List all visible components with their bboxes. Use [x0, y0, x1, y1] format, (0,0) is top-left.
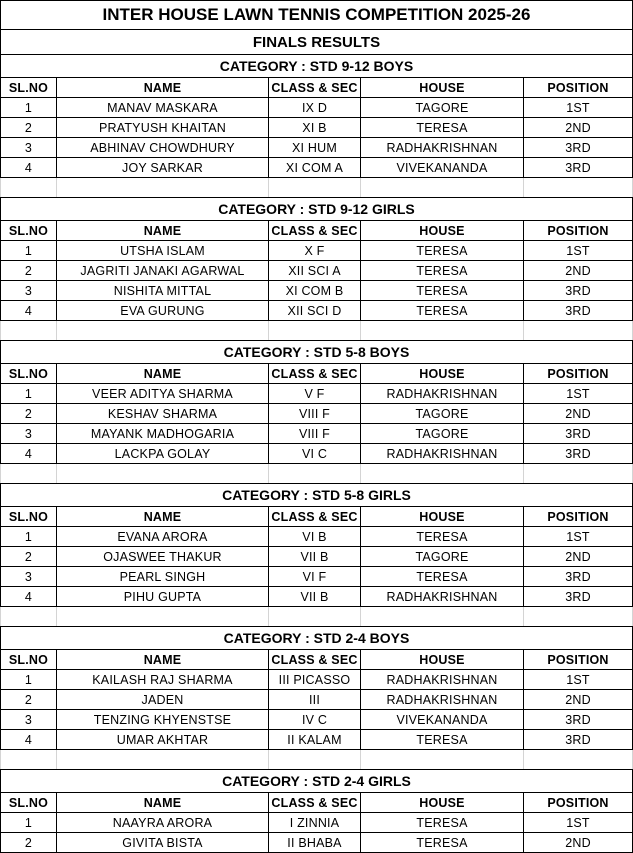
column-header-position: POSITION	[524, 78, 633, 97]
category-heading: CATEGORY : STD 2-4 BOYS	[0, 627, 633, 650]
cell-class-sec: IV C	[269, 710, 361, 729]
cell-position: 3RD	[524, 587, 633, 606]
cell-class-sec: VI C	[269, 444, 361, 463]
cell-house: TERESA	[361, 527, 524, 546]
cell-position: 2ND	[524, 261, 633, 280]
cell-house: RADHAKRISHNAN	[361, 384, 524, 403]
cell-slno: 2	[0, 261, 57, 280]
empty-cell	[524, 321, 633, 340]
column-header-slno: SL.NO	[0, 650, 57, 669]
cell-house: TERESA	[361, 833, 524, 852]
cell-slno: 2	[0, 833, 57, 852]
cell-slno: 3	[0, 424, 57, 443]
cell-house: TERESA	[361, 567, 524, 586]
cell-house: RADHAKRISHNAN	[361, 587, 524, 606]
cell-slno: 4	[0, 301, 57, 320]
cell-class-sec: III	[269, 690, 361, 709]
column-header-class-sec: CLASS & SEC	[269, 364, 361, 383]
column-header-slno: SL.NO	[0, 78, 57, 97]
cell-name: KAILASH RAJ SHARMA	[57, 670, 269, 689]
table-row	[0, 404, 633, 424]
category-heading: CATEGORY : STD 2-4 GIRLS	[0, 770, 633, 793]
empty-cell	[361, 607, 524, 626]
table-row	[0, 241, 633, 261]
empty-cell	[361, 464, 524, 483]
column-header-slno: SL.NO	[0, 221, 57, 240]
cell-name: LACKPA GOLAY	[57, 444, 269, 463]
cell-house: TERESA	[361, 301, 524, 320]
empty-cell	[361, 321, 524, 340]
empty-cell	[57, 607, 269, 626]
cell-name: OJASWEE THAKUR	[57, 547, 269, 566]
cell-name: UTSHA ISLAM	[57, 241, 269, 260]
cell-class-sec: XII SCI A	[269, 261, 361, 280]
column-header-class-sec: CLASS & SEC	[269, 650, 361, 669]
cell-house: RADHAKRISHNAN	[361, 670, 524, 689]
cell-slno: 1	[0, 670, 57, 689]
empty-cell	[524, 607, 633, 626]
cell-house: TERESA	[361, 813, 524, 832]
cell-house: VIVEKANANDA	[361, 710, 524, 729]
cell-position: 3RD	[524, 730, 633, 749]
cell-name: NISHITA MITTAL	[57, 281, 269, 300]
spacer-row	[0, 178, 633, 198]
category-heading: CATEGORY : STD 5-8 BOYS	[0, 341, 633, 364]
table-header-row	[0, 221, 633, 241]
category-section	[0, 198, 633, 341]
column-header-class-sec: CLASS & SEC	[269, 507, 361, 526]
cell-class-sec: VI F	[269, 567, 361, 586]
column-header-class-sec: CLASS & SEC	[269, 793, 361, 812]
column-header-name: NAME	[57, 78, 269, 97]
cell-name: EVA GURUNG	[57, 301, 269, 320]
table-header-row	[0, 507, 633, 527]
column-header-position: POSITION	[524, 221, 633, 240]
empty-cell	[269, 750, 361, 769]
spacer-row	[0, 607, 633, 627]
cell-house: TERESA	[361, 241, 524, 260]
column-header-name: NAME	[57, 221, 269, 240]
cell-house: TERESA	[361, 730, 524, 749]
column-header-class-sec: CLASS & SEC	[269, 221, 361, 240]
cell-position: 1ST	[524, 813, 633, 832]
column-header-class-sec: CLASS & SEC	[269, 78, 361, 97]
table-row	[0, 567, 633, 587]
cell-house: TERESA	[361, 118, 524, 137]
cell-house: TAGORE	[361, 404, 524, 423]
cell-house: VIVEKANANDA	[361, 158, 524, 177]
cell-house: TERESA	[361, 281, 524, 300]
empty-cell	[57, 178, 269, 197]
cell-name: MAYANK MADHOGARIA	[57, 424, 269, 443]
table-row	[0, 281, 633, 301]
empty-cell	[269, 464, 361, 483]
cell-position: 1ST	[524, 670, 633, 689]
cell-name: NAAYRA ARORA	[57, 813, 269, 832]
table-row	[0, 98, 633, 118]
cell-position: 2ND	[524, 404, 633, 423]
category-section	[0, 55, 633, 198]
empty-cell	[0, 178, 57, 197]
table-row	[0, 813, 633, 833]
empty-cell	[361, 750, 524, 769]
cell-name: JAGRITI JANAKI AGARWAL	[57, 261, 269, 280]
cell-house: TAGORE	[361, 98, 524, 117]
empty-cell	[0, 464, 57, 483]
cell-name: EVANA ARORA	[57, 527, 269, 546]
column-header-house: HOUSE	[361, 78, 524, 97]
empty-cell	[524, 178, 633, 197]
cell-position: 1ST	[524, 98, 633, 117]
cell-position: 2ND	[524, 833, 633, 852]
table-row	[0, 527, 633, 547]
table-header-row	[0, 793, 633, 813]
table-row	[0, 444, 633, 464]
cell-position: 2ND	[524, 690, 633, 709]
cell-name: JOY SARKAR	[57, 158, 269, 177]
column-header-house: HOUSE	[361, 793, 524, 812]
cell-class-sec: XI B	[269, 118, 361, 137]
category-section	[0, 341, 633, 484]
cell-position: 1ST	[524, 384, 633, 403]
cell-name: PRATYUSH KHAITAN	[57, 118, 269, 137]
column-header-name: NAME	[57, 364, 269, 383]
cell-house: RADHAKRISHNAN	[361, 444, 524, 463]
cell-position: 3RD	[524, 158, 633, 177]
column-header-position: POSITION	[524, 507, 633, 526]
cell-position: 2ND	[524, 118, 633, 137]
cell-position: 3RD	[524, 567, 633, 586]
empty-cell	[524, 750, 633, 769]
column-header-house: HOUSE	[361, 507, 524, 526]
table-row	[0, 158, 633, 178]
table-row	[0, 301, 633, 321]
cell-name: VEER ADITYA SHARMA	[57, 384, 269, 403]
cell-slno: 4	[0, 444, 57, 463]
table-header-row	[0, 364, 633, 384]
cell-slno: 1	[0, 384, 57, 403]
cell-slno: 3	[0, 567, 57, 586]
empty-cell	[57, 750, 269, 769]
cell-slno: 2	[0, 690, 57, 709]
cell-class-sec: II BHABA	[269, 833, 361, 852]
cell-slno: 3	[0, 281, 57, 300]
table-row	[0, 690, 633, 710]
empty-cell	[0, 750, 57, 769]
cell-name: ABHINAV CHOWDHURY	[57, 138, 269, 157]
cell-class-sec: V F	[269, 384, 361, 403]
cell-slno: 4	[0, 730, 57, 749]
category-section	[0, 484, 633, 627]
cell-name: UMAR AKHTAR	[57, 730, 269, 749]
category-section	[0, 627, 633, 770]
cell-position: 3RD	[524, 281, 633, 300]
table-row	[0, 424, 633, 444]
cell-position: 3RD	[524, 301, 633, 320]
cell-house: RADHAKRISHNAN	[361, 690, 524, 709]
column-header-position: POSITION	[524, 793, 633, 812]
table-row	[0, 138, 633, 158]
empty-cell	[361, 178, 524, 197]
cell-class-sec: VII B	[269, 547, 361, 566]
table-row	[0, 587, 633, 607]
cell-position: 3RD	[524, 444, 633, 463]
empty-cell	[524, 464, 633, 483]
cell-name: JADEN	[57, 690, 269, 709]
column-header-house: HOUSE	[361, 221, 524, 240]
cell-class-sec: III PICASSO	[269, 670, 361, 689]
cell-name: PIHU GUPTA	[57, 587, 269, 606]
cell-class-sec: XI HUM	[269, 138, 361, 157]
category-heading: CATEGORY : STD 9-12 BOYS	[0, 55, 633, 78]
cell-name: MANAV MASKARA	[57, 98, 269, 117]
column-header-house: HOUSE	[361, 364, 524, 383]
empty-cell	[269, 178, 361, 197]
cell-name: TENZING KHYENSTSE	[57, 710, 269, 729]
empty-cell	[0, 321, 57, 340]
cell-class-sec: VIII F	[269, 404, 361, 423]
table-row	[0, 261, 633, 281]
cell-name: GIVITA BISTA	[57, 833, 269, 852]
table-row	[0, 118, 633, 138]
cell-class-sec: X F	[269, 241, 361, 260]
cell-house: TERESA	[361, 261, 524, 280]
empty-cell	[0, 607, 57, 626]
spacer-row	[0, 750, 633, 770]
cell-slno: 2	[0, 404, 57, 423]
cell-position: 3RD	[524, 138, 633, 157]
page-title: INTER HOUSE LAWN TENNIS COMPETITION 2025-26	[0, 0, 633, 30]
cell-position: 1ST	[524, 527, 633, 546]
cell-slno: 4	[0, 158, 57, 177]
column-header-name: NAME	[57, 650, 269, 669]
cell-class-sec: IX D	[269, 98, 361, 117]
category-heading: CATEGORY : STD 5-8 GIRLS	[0, 484, 633, 507]
cell-class-sec: II KALAM	[269, 730, 361, 749]
cell-class-sec: XI COM A	[269, 158, 361, 177]
column-header-house: HOUSE	[361, 650, 524, 669]
column-header-position: POSITION	[524, 364, 633, 383]
cell-slno: 2	[0, 118, 57, 137]
column-header-name: NAME	[57, 507, 269, 526]
column-header-name: NAME	[57, 793, 269, 812]
cell-class-sec: I ZINNIA	[269, 813, 361, 832]
category-heading: CATEGORY : STD 9-12 GIRLS	[0, 198, 633, 221]
cell-position: 3RD	[524, 710, 633, 729]
cell-slno: 3	[0, 138, 57, 157]
column-header-slno: SL.NO	[0, 793, 57, 812]
spacer-row	[0, 321, 633, 341]
cell-house: TAGORE	[361, 424, 524, 443]
spacer-row	[0, 464, 633, 484]
table-header-row	[0, 78, 633, 98]
cell-house: RADHAKRISHNAN	[361, 138, 524, 157]
empty-cell	[57, 321, 269, 340]
cell-name: PEARL SINGH	[57, 567, 269, 586]
cell-name: KESHAV SHARMA	[57, 404, 269, 423]
empty-cell	[269, 607, 361, 626]
column-header-slno: SL.NO	[0, 364, 57, 383]
cell-class-sec: VII B	[269, 587, 361, 606]
table-row	[0, 833, 633, 853]
cell-slno: 1	[0, 241, 57, 260]
cell-class-sec: VIII F	[269, 424, 361, 443]
cell-slno: 1	[0, 98, 57, 117]
column-header-position: POSITION	[524, 650, 633, 669]
cell-class-sec: VI B	[269, 527, 361, 546]
cell-slno: 1	[0, 813, 57, 832]
table-row	[0, 730, 633, 750]
category-sections	[0, 55, 633, 853]
cell-slno: 1	[0, 527, 57, 546]
table-header-row	[0, 650, 633, 670]
cell-class-sec: XI COM B	[269, 281, 361, 300]
cell-slno: 3	[0, 710, 57, 729]
column-header-slno: SL.NO	[0, 507, 57, 526]
cell-position: 1ST	[524, 241, 633, 260]
category-section	[0, 770, 633, 853]
page-subtitle: FINALS RESULTS	[0, 30, 633, 55]
table-row	[0, 710, 633, 730]
cell-position: 3RD	[524, 424, 633, 443]
cell-class-sec: XII SCI D	[269, 301, 361, 320]
empty-cell	[269, 321, 361, 340]
table-row	[0, 384, 633, 404]
table-row	[0, 670, 633, 690]
empty-cell	[57, 464, 269, 483]
cell-slno: 4	[0, 587, 57, 606]
cell-position: 2ND	[524, 547, 633, 566]
cell-slno: 2	[0, 547, 57, 566]
cell-house: TAGORE	[361, 547, 524, 566]
table-row	[0, 547, 633, 567]
